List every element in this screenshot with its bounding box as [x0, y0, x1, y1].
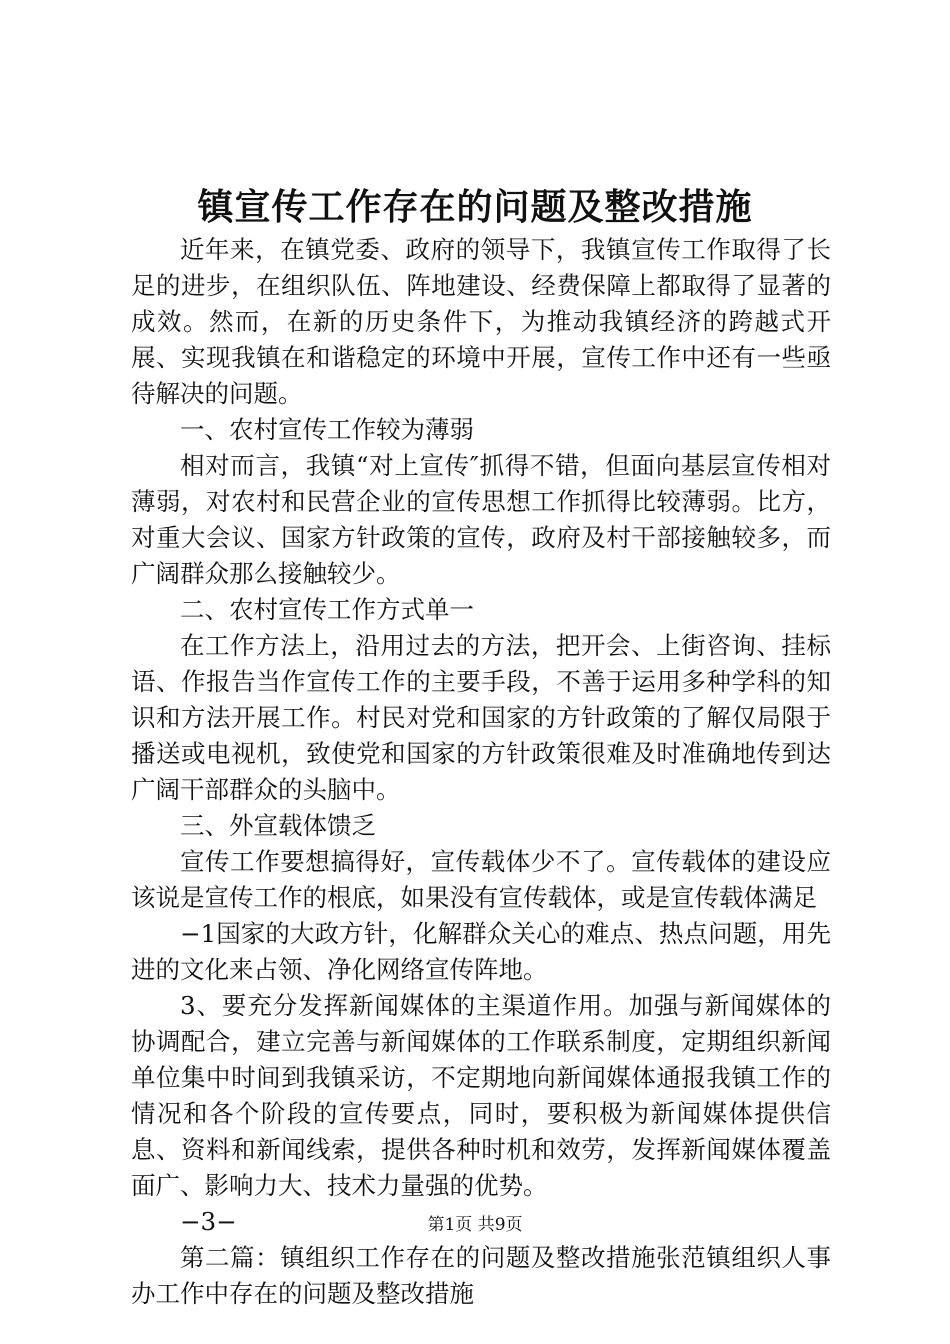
body-paragraph: 3、要充分发挥新闻媒体的主渠道作用。加强与新闻媒体的协调配合，建立完善与新闻媒体的工作联系制度，定期组织新闻单位集中时间到我镇采访，不定期地向新闻媒体通报我镇工作的情况和各个阶段的宣传要点，同时，要积极为新闻媒体提供信息、资料和新闻线索，提供各种时机和效劳，发挥新闻媒体覆盖面广、影响力大、技术力量强的优势。: [131, 991, 831, 1200]
section-heading-2: 二、农村宣传工作方式单一: [180, 595, 474, 624]
body-paragraph: −1国家的大政方针，化解群众关心的难点、热点问题，用先进的文化来占领、净化网络宣传阵地。: [131, 919, 831, 984]
body-paragraph-next-part: 第二篇：镇组织工作存在的问题及整改措施张范镇组织人事办工作中存在的问题及整改措施: [131, 1243, 831, 1308]
document-body: [131, 232, 831, 1312]
body-paragraph: 在工作方法上，沿用过去的方法，把开会、上街咨询、挂标语、作报告当作宣传工作的主要手段，不善于运用多种学科的知识和方法开展工作。村民对党和国家的方针政策的了解仅局限于播送或电视机，致使党和国家的方针政策很难及时准确地传到达广阔干部群众的头脑中。: [131, 631, 831, 804]
section-heading-3: 三、外宣载体馈乏: [180, 811, 376, 840]
inline-page-marker: −3−: [180, 1207, 237, 1236]
page-footer: 第1页 共9页: [427, 1215, 523, 1235]
body-paragraph-intro: 近年来，在镇党委、政府的领导下，我镇宣传工作取得了长足的进步，在组织队伍、阵地建设、经费保障上都取得了显著的成效。然而，在新的历史条件下，为推动我镇经济的跨越式开展、实现我镇在和谐稳定的环境中开展，宣传工作中还有一些亟待解决的问题。: [131, 235, 831, 408]
document-title: 镇宣传工作存在的问题及整改措施: [197, 186, 753, 228]
body-paragraph: 相对而言，我镇“对上宣传″抓得不错，但面向基层宣传相对薄弱，对农村和民营企业的宣传思想工作抓得比较薄弱。比方，对重大会议、国家方针政策的宣传，政府及村干部接触较多，而广阔群众那么接触较少。: [131, 451, 831, 588]
section-heading-1: 一、农村宣传工作较为薄弱: [180, 415, 474, 444]
body-paragraph: 宣传工作要想搞得好，宣传载体少不了。宣传载体的建设应该说是宣传工作的根底，如果没有宣传载体，或是宣传载体满足: [131, 847, 831, 912]
